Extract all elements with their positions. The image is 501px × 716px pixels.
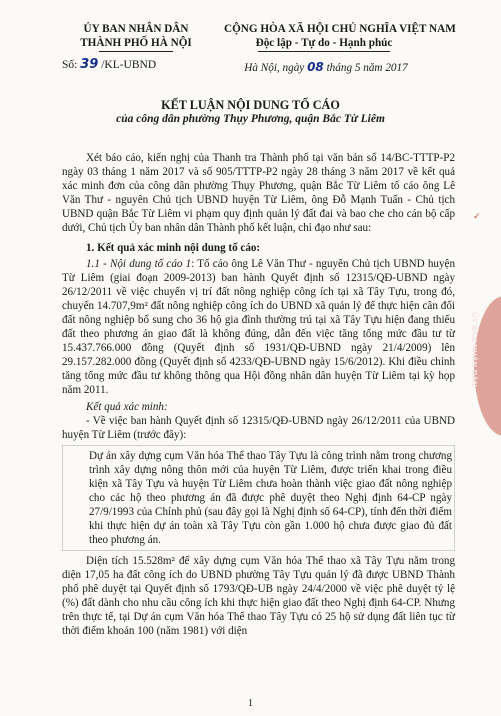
document-subtitle: của công dân phường Thụy Phương, quận Bắc Từ Liêm <box>116 113 385 125</box>
document-title: KẾT LUẬN NỘI DUNG TỐ CÁO <box>161 98 340 112</box>
number-code: /KL-UBND <box>101 59 157 71</box>
authority-underline <box>99 51 173 52</box>
motto-underline <box>258 51 390 52</box>
document-body <box>62 151 455 638</box>
boxed-paragraph: Dự án xây dựng cụm Văn hóa Thể thao Tây Tựu là công trình nằm trong chương trình xây dựng nông thôn mới của huyện Từ Liêm, được triển khai trong điều kiện xã Tây Tựu và huyện Từ Liêm chưa hoàn thành việc giao đất nông nghiệp cho các hộ theo phương án đã được phê duyệt theo Nghị định 64-CP ngày 27/9/1993 của Chính phủ (sau đây gọi là Nghị định số 64-CP), tính đến thời điểm khi thực hiện dự án toàn xã Tây Tựu còn gần 1.000 hộ chưa được giao đủ đất theo phương án. <box>62 445 455 551</box>
page-number: 1 <box>248 698 253 709</box>
motto-line1: CỘNG HÒA XÃ HỘI CHỦ NGHĨA VIỆT NAM <box>224 23 456 35</box>
date-suffix: tháng 5 năm 2017 <box>326 62 408 74</box>
item-1-1-paragraph <box>62 257 455 397</box>
intro-paragraph: Xét báo cáo, kiến nghị của Thanh tra Thành phố tại văn bản số 14/BC-TTTP-P2 ngày 03 tháng 1 năm 2017 và số 905/TTTP-P2 ngày 28 tháng 3 năm 2017 về kết quả xác minh đơn của công dân phường Thụy Phương, quận Bắc Từ Liêm tố cáo ông Lê Văn Thư - nguyên Chủ tịch UBND huyện Từ Liêm, ông Đỗ Mạnh Tuấn - Chủ tịch UBND quận Bắc Từ Liêm vi phạm quy định quản lý đất đai và bao che cho cán bộ cấp dưới, Chủ tịch Ủy ban nhân dân Thành phố kết luận, chỉ đạo như sau: <box>62 152 455 234</box>
national-motto <box>224 23 456 52</box>
handwritten-number: 39 <box>80 57 99 72</box>
seal-lettering: ỦY BAN NHÂN DÂN <box>470 312 478 387</box>
motto-line2: Độc lập - Tự do - Hạnh phúc <box>255 36 393 49</box>
verification-label: Kết quả xác minh: <box>86 401 168 413</box>
item-1-1-text: : Tố cáo ông Lê Văn Thư - nguyên Chủ tịch UBND huyện Từ Liêm (giai đoạn 2009-2013) ban hành Quyết định số 12315/QĐ-UBND ngày 26/12/2011 về việc chuyển vị trí đất nông nghiệp công ích tại xã Tây Tựu, trong đó, chuyển 14.707,9m² đất nông nghiệp công ích do UBND xã quản lý để thực hiện cân đối đất nông nghiệp bổ sung cho 36 hộ gia đình thường trú tại xã Tây Tựu hiện đang thiếu đất theo phương án giao đất là không đúng, dẫn đến việc tăng tổng mức đầu tư từ 15.437.766.000 đồng (Quyết định số 1931/QĐ-UBND ngày 21/4/2009) lên 29.157.282.000 đồng (Quyết định số 4233/QĐ-UBND ngày 15/6/2012). Khi điều chỉnh tăng tổng mức đầu tư không thông qua Hội đồng nhân dân huyện Từ Liêm tại kỳ họp năm 2011. <box>62 258 455 396</box>
document-date <box>226 60 426 74</box>
red-seal-stamp <box>474 296 501 436</box>
authority-line2: THÀNH PHỐ HÀ NỘI <box>80 36 192 49</box>
area-paragraph: Diện tích 15.528m² để xây dựng cụm Văn hóa Thể thao xã Tây Tựu nằm trong diện 17,05 ha đất công ích do UBND phường Tây Tựu quản lý đã được UBND Thành phố phê duyệt tại Quyết định số 1793/QĐ-UB ngày 24/4/2000 về việc phê duyệt tỷ lệ (%) đất dành cho nhu cầu công ích khi thực hiện giao đất theo Nghị định 64-CP. Nhưng trên thực tế, tại Dự án cụm Văn hóa Thể thao Tây Tựu có 25 hộ sử dụng đất liên tục từ thời điểm khoản 100 (năm 1981) với diện <box>62 555 455 637</box>
issuing-authority <box>62 23 210 72</box>
section-heading: 1. Kết quả xác minh nội dung tố cáo: <box>86 242 261 254</box>
bullet-paragraph: - Về việc ban hành Quyết định số 12315/QĐ-UBND ngày 26/12/2011 của UBND huyện Từ Liêm (trước đây): <box>62 415 455 441</box>
number-label: Số: <box>62 59 78 71</box>
handwritten-day: 08 <box>307 60 324 74</box>
red-stamp-mark: ✓ <box>473 212 481 222</box>
authority-line1: ỦY BAN NHÂN DÂN <box>83 23 189 35</box>
date-prefix: Hà Nội, ngày <box>244 62 305 74</box>
document-number <box>62 58 212 73</box>
item-1-1-label: 1.1 - Nội dung tố cáo 1 <box>86 258 192 270</box>
